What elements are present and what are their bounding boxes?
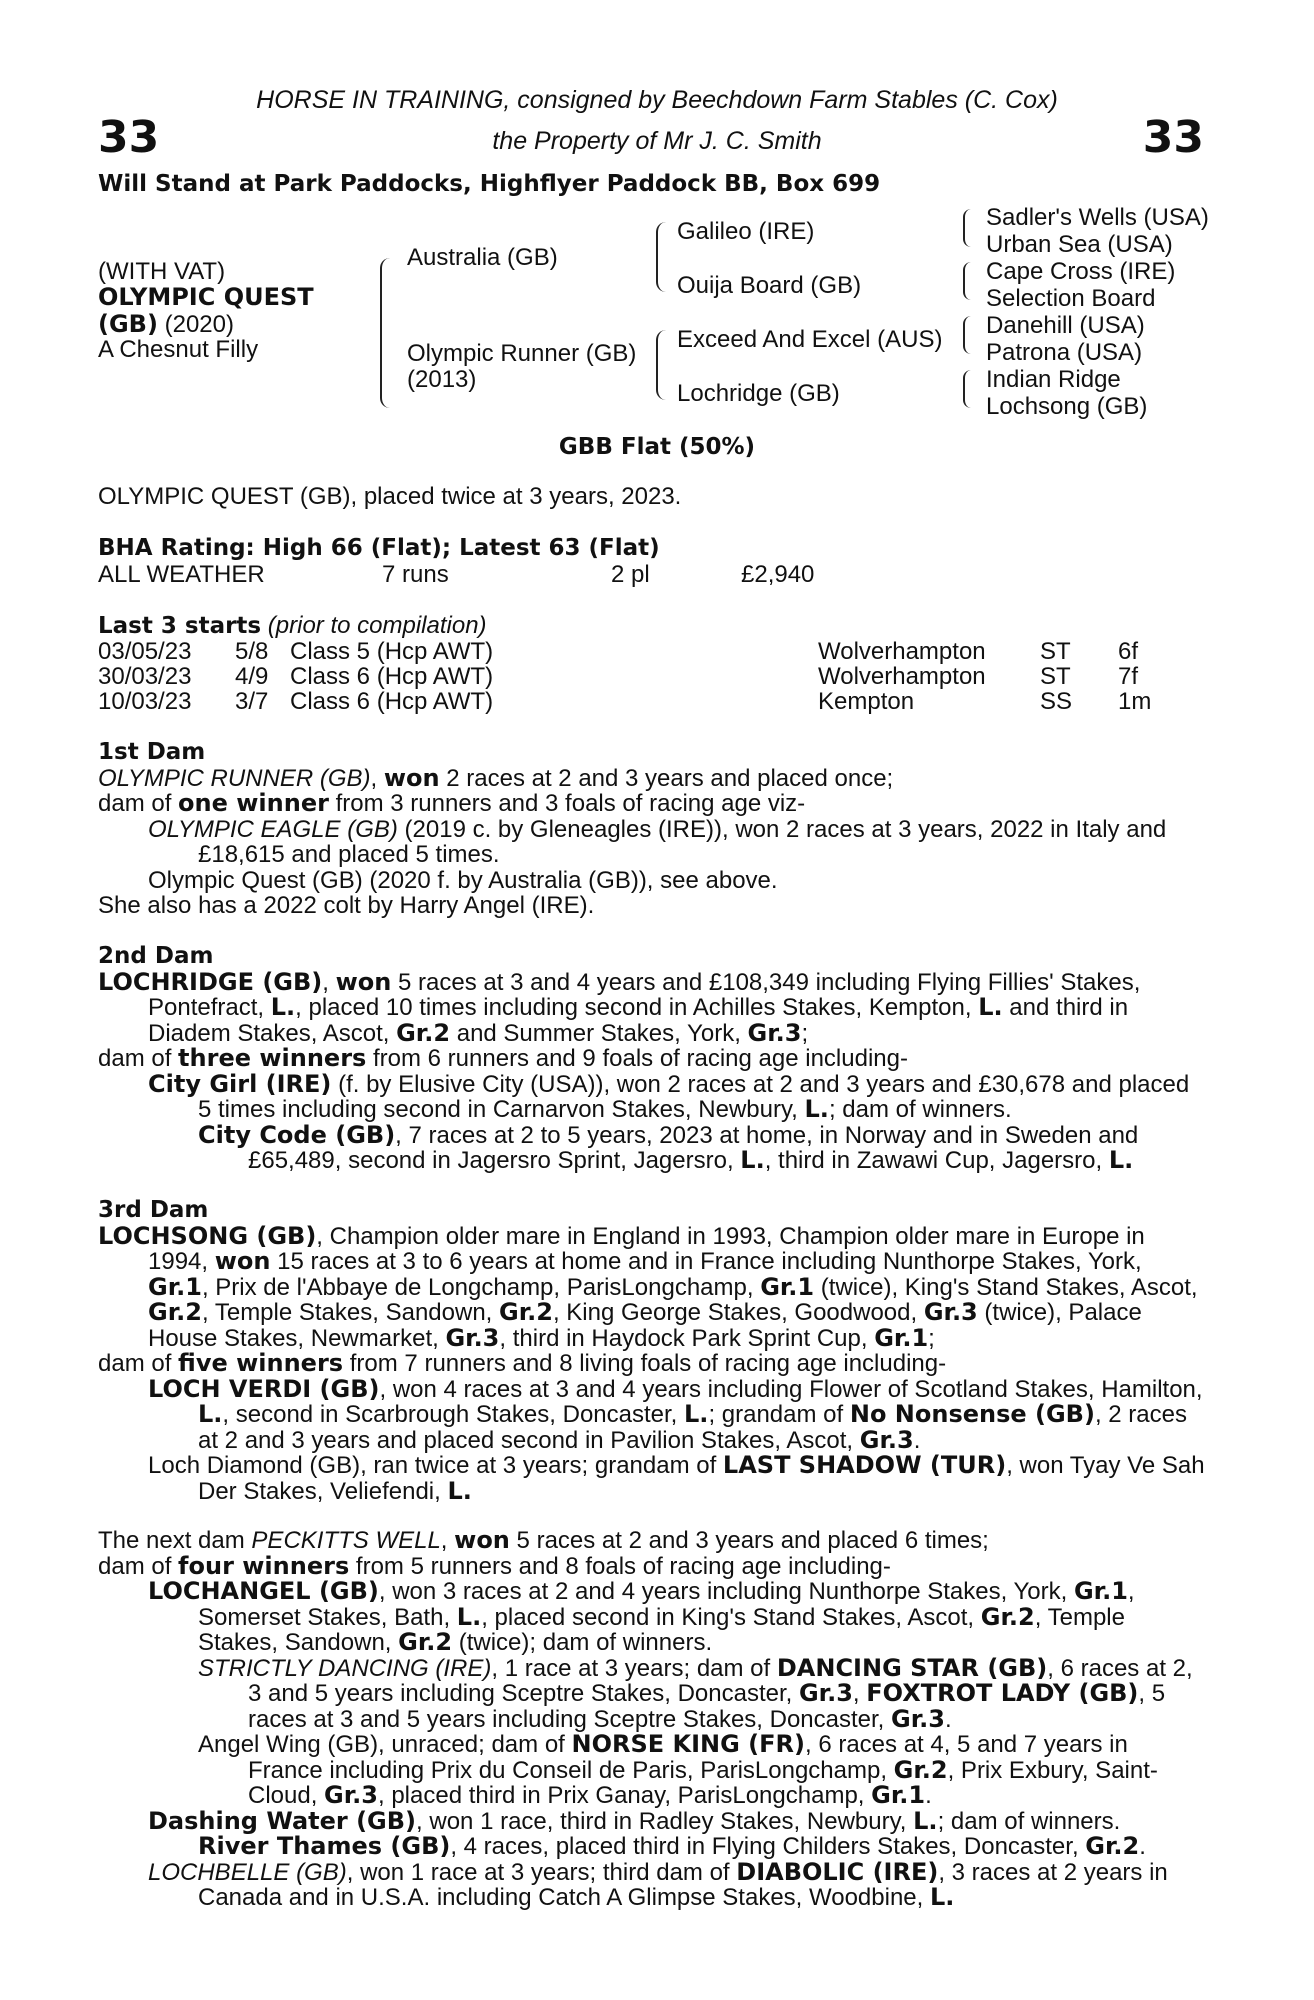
second-dam-section bbox=[98, 944, 1208, 1174]
horse-year: (2020) bbox=[164, 311, 234, 338]
last-starts-heading bbox=[98, 613, 487, 640]
pedigree-dam-year: (2013) bbox=[407, 366, 477, 393]
start-date: 30/03/23 bbox=[98, 663, 192, 690]
start-date: 10/03/23 bbox=[98, 688, 192, 715]
pedigree-brace-main bbox=[380, 258, 392, 408]
horse-origin-year bbox=[98, 310, 234, 339]
rating-placed: 2 pl bbox=[611, 561, 650, 588]
start-distance: 6f bbox=[1118, 638, 1139, 665]
rating-runs: 7 runs bbox=[382, 561, 449, 588]
last-starts-note: (prior to compilation) bbox=[267, 612, 487, 639]
pedigree-g3-3: Cape Cross (IRE) bbox=[986, 258, 1176, 285]
next-dam-foal: LOCHANGEL (GB), won 3 races at 2 and 4 years including Nunthorpe Stakes, York, Gr.1, Somerset Stakes, Bath, L., placed second in King's Stand Stakes, Ascot, Gr.2, Temple Stakes, Sandown, Gr.2 (twice); dam of winners. bbox=[148, 1577, 1135, 1656]
pedigree-brace-g3-2 bbox=[963, 262, 971, 300]
first-dam-foal: Olympic Quest (GB) (2020 f. by Australia (GB)), see above. bbox=[148, 866, 778, 894]
consignor-line: HORSE IN TRAINING, consigned by Beechdown Farm Stables (C. Cox) bbox=[256, 86, 1058, 114]
eligibility-scheme: GBB Flat (50%) bbox=[558, 434, 756, 460]
next-dam-line: The next dam PECKITTS WELL, won 5 races at 2 and 3 years and placed 6 times; bbox=[98, 1526, 989, 1554]
start-going: SS bbox=[1040, 688, 1073, 715]
third-dam-foal: Loch Diamond (GB), ran twice at 3 years; grandam of LAST SHADOW (TUR), won Tyay Ve Sah Der Stakes, Veliefendi, L. bbox=[148, 1451, 1205, 1505]
property-line: the Property of Mr J. C. Smith bbox=[492, 127, 822, 155]
start-course: Wolverhampton bbox=[818, 638, 986, 665]
bha-rating: BHA Rating: High 66 (Flat); Latest 63 (Flat) bbox=[98, 535, 660, 561]
table-row bbox=[98, 689, 1151, 714]
next-dam-foal: River Thames (GB), 4 races, placed third in Flying Childers Stakes, Doncaster, Gr.2. bbox=[198, 1832, 1146, 1860]
racing-summary: OLYMPIC QUEST (GB), placed twice at 3 years, 2023. bbox=[98, 483, 682, 510]
pedigree-dam: Olympic Runner (GB) bbox=[407, 340, 637, 367]
start-position: 5/8 bbox=[235, 638, 269, 665]
start-going: ST bbox=[1040, 663, 1071, 690]
vat-label: (WITH VAT) bbox=[98, 258, 226, 285]
pedigree-brace-g3-4 bbox=[963, 370, 971, 408]
stand-location: Will Stand at Park Paddocks, Highflyer Paddock BB, Box 699 bbox=[98, 171, 881, 197]
next-dam-foal: STRICTLY DANCING (IRE), 1 race at 3 years; dam of DANCING STAR (GB), 6 races at 2, 3 and 5 years including Sceptre Stakes, Doncaster, Gr.3, FOXTROT LADY (GB), 5 races at 3 and 5 years including Sceptre Stakes, Doncaster, Gr.3. bbox=[198, 1653, 1193, 1733]
table-row bbox=[98, 664, 1151, 689]
horse-description: A Chesnut Filly bbox=[98, 336, 259, 363]
pedigree-brace-g3-1 bbox=[963, 209, 971, 247]
start-position: 3/7 bbox=[235, 688, 269, 715]
start-distance: 1m bbox=[1118, 688, 1152, 715]
next-dam-section bbox=[98, 1528, 1208, 1911]
third-dam-produce: dam of five winners from 7 runners and 8 living foals of racing age including- bbox=[98, 1349, 947, 1377]
lot-number-right: 33 bbox=[1142, 112, 1204, 163]
third-dam-section bbox=[98, 1198, 1208, 1504]
pedigree-g3-2: Urban Sea (USA) bbox=[986, 231, 1173, 258]
lot-number-left: 33 bbox=[98, 112, 160, 163]
start-race: Class 6 (Hcp AWT) bbox=[290, 663, 494, 690]
pedigree-g3-5: Danehill (USA) bbox=[986, 312, 1145, 339]
pedigree-sire-sire: Galileo (IRE) bbox=[677, 218, 815, 245]
start-race: Class 5 (Hcp AWT) bbox=[290, 638, 494, 665]
pedigree-brace-sire bbox=[656, 222, 666, 292]
first-dam-note: She also has a 2022 colt by Harry Angel (IRE). bbox=[98, 892, 595, 919]
second-dam-produce: dam of three winners from 6 runners and 9 foals of racing age including- bbox=[98, 1044, 908, 1072]
start-position: 4/9 bbox=[235, 663, 269, 690]
pedigree-g3-7: Indian Ridge bbox=[986, 366, 1121, 393]
second-dam-heading: 2nd Dam bbox=[98, 943, 214, 969]
pedigree-sire: Australia (GB) bbox=[407, 244, 558, 271]
pedigree-g3-4: Selection Board bbox=[986, 285, 1156, 312]
next-dam-foal: LOCHBELLE (GB), won 1 race at 3 years; third dam of DIABOLIC (IRE), 3 races at 2 years in Canada and in U.S.A. including Catch A Glimpse Stakes, Woodbine, L. bbox=[148, 1857, 1168, 1911]
start-course: Wolverhampton bbox=[818, 663, 986, 690]
pedigree-g3-6: Patrona (USA) bbox=[986, 339, 1143, 366]
rating-earnings: £2,940 bbox=[741, 561, 815, 588]
second-dam-foal: City Code (GB), 7 races at 2 to 5 years, 2023 at home, in Norway and in Sweden and £65,489, second in Jagersro Sprint, Jagersro, L., third in Zawawi Cup, Jagersro, L. bbox=[198, 1120, 1139, 1174]
second-dam-foal: City Girl (IRE) (f. by Elusive City (USA)), won 2 races at 2 and 3 years and £30,678 and placed 5 times including second in Carnarvon Stakes, Newbury, L.; dam of winners. bbox=[148, 1069, 1190, 1123]
start-course: Kempton bbox=[818, 688, 915, 715]
horse-name: OLYMPIC QUEST bbox=[98, 283, 314, 311]
last-starts-table bbox=[98, 639, 1151, 714]
start-race: Class 6 (Hcp AWT) bbox=[290, 688, 494, 715]
first-dam-foal: OLYMPIC EAGLE (GB) (2019 c. by Gleneagles (IRE)), won 2 races at 3 years, 2022 in Italy and £18,615 and placed 5 times. bbox=[148, 815, 1167, 868]
second-dam-line: LOCHRIDGE (GB), won 5 races at 3 and 4 years and £108,349 including Flying Fillies' Stakes, Pontefract, L., placed 10 times including second in Achilles Stakes, Kempton, L. and third in Diadem Stakes, Ascot, Gr.2 and Summer Stakes, York, Gr.3; bbox=[98, 967, 1141, 1047]
table-row bbox=[98, 639, 1151, 664]
horse-origin: (GB) bbox=[98, 310, 158, 338]
third-dam-line: LOCHSONG (GB), Champion older mare in England in 1993, Champion older mare in Europe in 1994, won 15 races at 3 to 6 years at home and in France including Nunthorpe Stakes, York, Gr.1, Prix de l'Abbaye de Longchamp, ParisLongchamp, Gr.1 (twice), King's Stand Stakes, Ascot, Gr.2, Temple Stakes, Sandown, Gr.2, King George Stakes, Goodwood, Gr.3 (twice), Palace House Stakes, Newmarket, Gr.3, third in Haydock Park Sprint Cup, Gr.1; bbox=[98, 1221, 1198, 1352]
pedigree-g3-1: Sadler's Wells (USA) bbox=[986, 204, 1209, 231]
rating-surface: ALL WEATHER bbox=[98, 561, 265, 588]
first-dam-line: OLYMPIC RUNNER (GB), won 2 races at 2 and 3 years and placed once; bbox=[98, 763, 894, 792]
last-starts-title: Last 3 starts bbox=[98, 613, 262, 639]
next-dam-produce: dam of four winners from 5 runners and 8 foals of racing age including- bbox=[98, 1551, 891, 1580]
start-date: 03/05/23 bbox=[98, 638, 192, 665]
start-going: ST bbox=[1040, 638, 1071, 665]
first-dam-heading: 1st Dam bbox=[98, 739, 206, 765]
first-dam-section bbox=[98, 740, 1208, 919]
pedigree-sire-dam: Ouija Board (GB) bbox=[677, 272, 862, 299]
pedigree-dam-sire: Exceed And Excel (AUS) bbox=[677, 326, 943, 353]
pedigree-brace-g3-3 bbox=[963, 316, 971, 354]
start-distance: 7f bbox=[1118, 663, 1139, 690]
third-dam-heading: 3rd Dam bbox=[98, 1197, 209, 1223]
third-dam-foal: LOCH VERDI (GB), won 4 races at 3 and 4 years including Flower of Scotland Stakes, Hamilton, L., second in Scarbrough Stakes, Doncaster, L.; grandam of No Nonsense (GB), 2 races at 2 and 3 years and placed second in Pavilion Stakes, Ascot, Gr.3. bbox=[148, 1374, 1203, 1454]
next-dam-foal: Angel Wing (GB), unraced; dam of NORSE KING (FR), 6 races at 4, 5 and 7 years in France including Prix du Conseil de Paris, ParisLongchamp, Gr.2, Prix Exbury, Saint-Cloud, Gr.3, placed third in Prix Ganay, ParisLongchamp, Gr.1. bbox=[198, 1730, 1158, 1809]
pedigree-brace-dam bbox=[656, 330, 666, 400]
pedigree-dam-dam: Lochridge (GB) bbox=[677, 380, 840, 407]
first-dam-produce: dam of one winner from 3 runners and 3 foals of racing age viz- bbox=[98, 789, 806, 817]
pedigree-g3-8: Lochsong (GB) bbox=[986, 393, 1148, 420]
next-dam-foal: Dashing Water (GB), won 1 race, third in Radley Stakes, Newbury, L.; dam of winners. bbox=[148, 1806, 1121, 1835]
